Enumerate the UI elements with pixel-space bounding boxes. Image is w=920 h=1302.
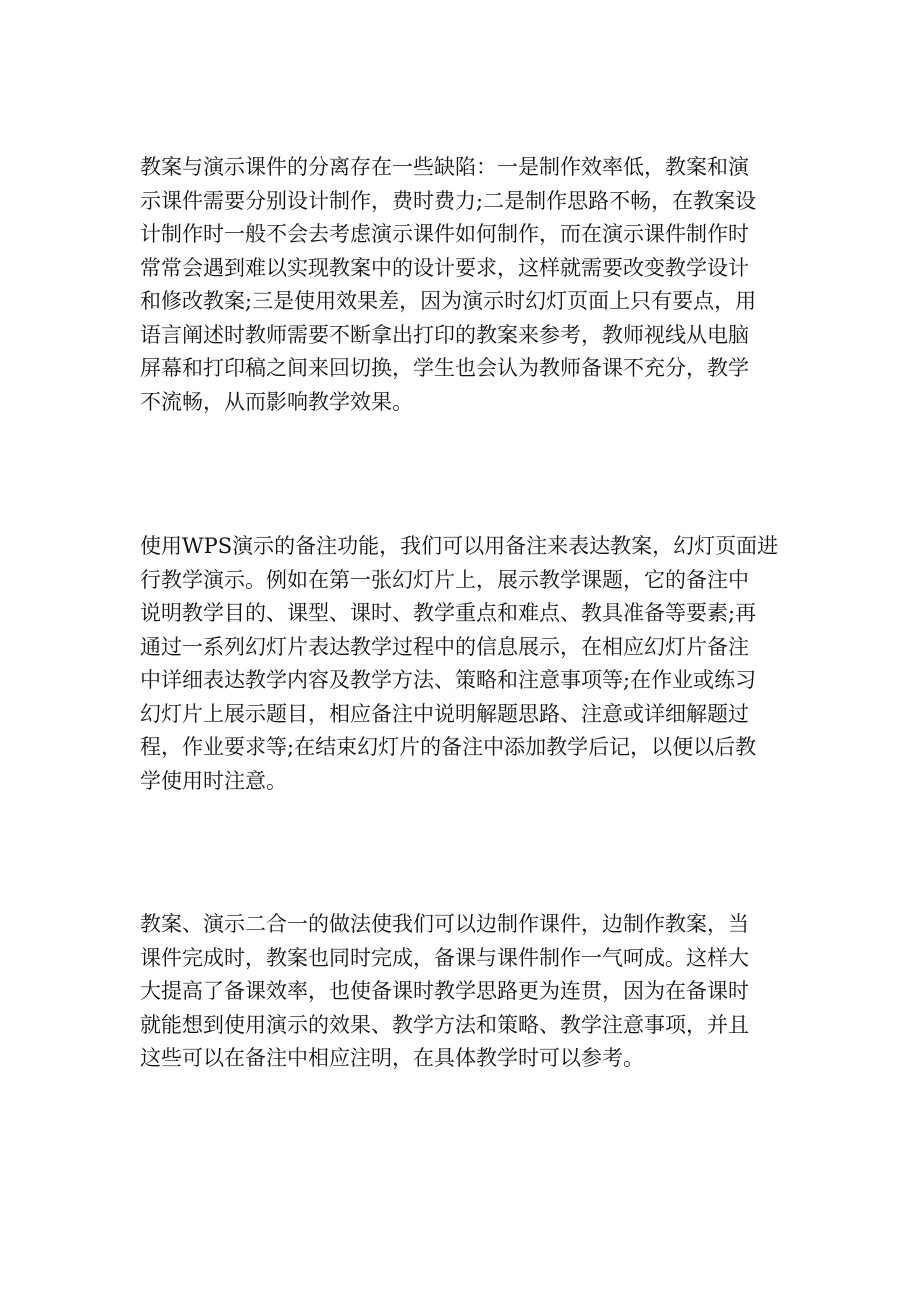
paragraph-line: 不流畅，从而影响教学效果。 [140,389,413,414]
paragraph-line: 计制作时一般不会去考虑演示课件如何制作，而在演示课件制作时 [140,222,749,246]
paragraph-line: 大提高了备课效率，也使备课时教学思路更为连贯，因为在备课时 [140,979,749,1003]
paragraph-3 [140,908,800,1076]
paragraph-line: 课件完成时，教案也同时完成，备课与课件制作一气呵成。这样大 [140,945,749,970]
paragraph-line: 中详细表达教学内容及教学方法、策略和注意事项等;在作业或练习 [140,668,757,692]
paragraph-line: 学使用时注意。 [140,768,287,793]
paragraph-line: 程，作业要求等;在结束幻灯片的备注中添加教学后记，以便以后教 [140,735,757,759]
paragraph-2 [140,530,800,798]
paragraph-line: 就能想到使用演示的效果、教学方法和策略、教学注意事项，并且 [140,1012,749,1037]
paragraph-line: 和修改教案;三是使用效果差，因为演示时幻灯页面上只有要点，用 [140,289,757,313]
paragraph-line: 教案与演示课件的分离存在一些缺陷：一是制作效率低，教案和演 [140,155,749,179]
paragraph-line: 说明教学目的、课型、课时、教学重点和难点、教具准备等要素;再 [140,601,757,625]
paragraph-line: 屏幕和打印稿之间来回切换，学生也会认为教师备课不充分，教学 [140,356,749,380]
paragraph-line: 通过一系列幻灯片表达教学过程中的信息展示，在相应幻灯片备注 [140,634,749,659]
paragraph-line: 语言阐述时教师需要不断拿出打印的教案来参考，教师视线从电脑 [140,322,749,347]
paragraph-line: 幻灯片上展示题目，相应备注中说明解题思路、注意或详细解题过 [140,701,749,726]
paragraph-line: 教案、演示二合一的做法使我们可以边制作课件，边制作教案，当 [140,912,749,936]
paragraph-line: 行教学演示。例如在第一张幻灯片上，展示教学课题，它的备注中 [140,567,749,592]
paragraph-line: 示课件需要分别设计制作，费时费力;二是制作思路不畅，在教案设 [140,188,757,213]
paragraph-line: 使用WPS演示的备注功能，我们可以用备注来表达教案，幻灯页面进 [140,534,779,558]
paragraph-line: 这些可以在备注中相应注明，在具体教学时可以参考。 [140,1046,644,1070]
paragraph-line: 常常会遇到难以实现教案中的设计要求，这样就需要改变教学设计 [140,255,749,280]
paragraph-1 [140,151,800,419]
